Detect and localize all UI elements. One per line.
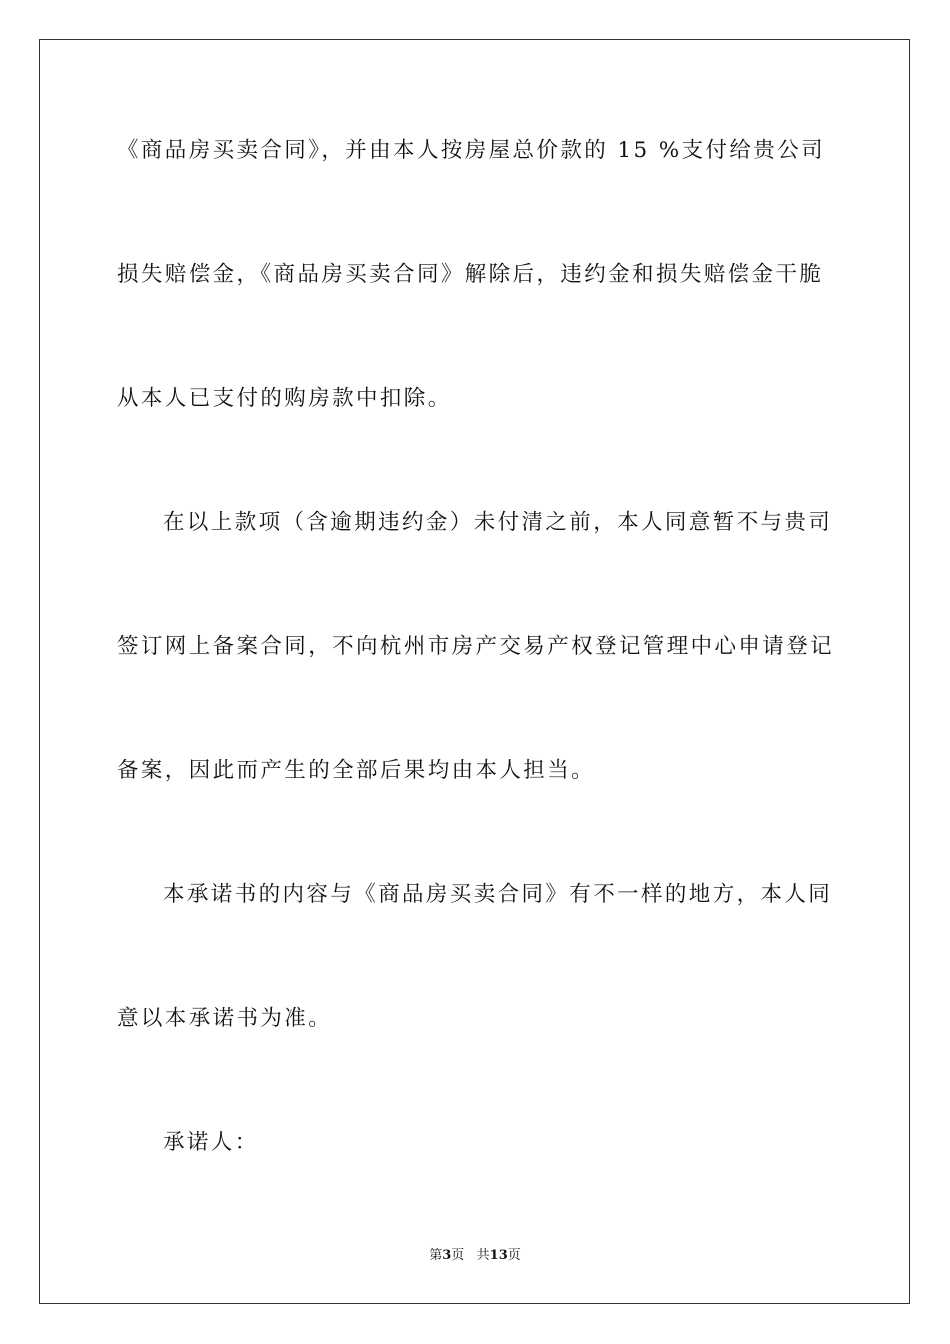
body-line-6: 备案，因此而产生的全部后果均由本人担当。	[117, 758, 596, 783]
footer-current-page: 3	[442, 1248, 452, 1263]
footer-middle: 页 共	[451, 1248, 490, 1263]
footer-prefix: 第	[429, 1248, 443, 1263]
body-line-7: 本承诺书的内容与《商品房买卖合同》有不一样的地方，本人同	[163, 882, 833, 907]
body-line-8: 意以本承诺书为准。	[117, 1006, 333, 1031]
body-line-3: 从本人已支付的购房款中扣除。	[117, 386, 452, 411]
signatory-label: 承诺人：	[163, 1130, 259, 1155]
page-footer	[0, 1247, 950, 1265]
body-line-4: 在以上款项（含逾期违约金）未付清之前，本人同意暂不与贵司	[163, 510, 833, 535]
footer-total-pages: 13	[489, 1248, 508, 1263]
body-line-5: 签订网上备案合同，不向杭州市房产交易产权登记管理中心申请登记	[117, 634, 835, 659]
footer-suffix: 页	[507, 1248, 521, 1263]
page-border	[39, 39, 910, 1304]
body-line-2: 损失赔偿金，《商品房买卖合同》解除后，违约金和损失赔偿金干脆	[117, 262, 824, 287]
body-line-1: 《商品房买卖合同》，并由本人按房屋总价款的 15 %支付给贵公司	[117, 138, 826, 163]
